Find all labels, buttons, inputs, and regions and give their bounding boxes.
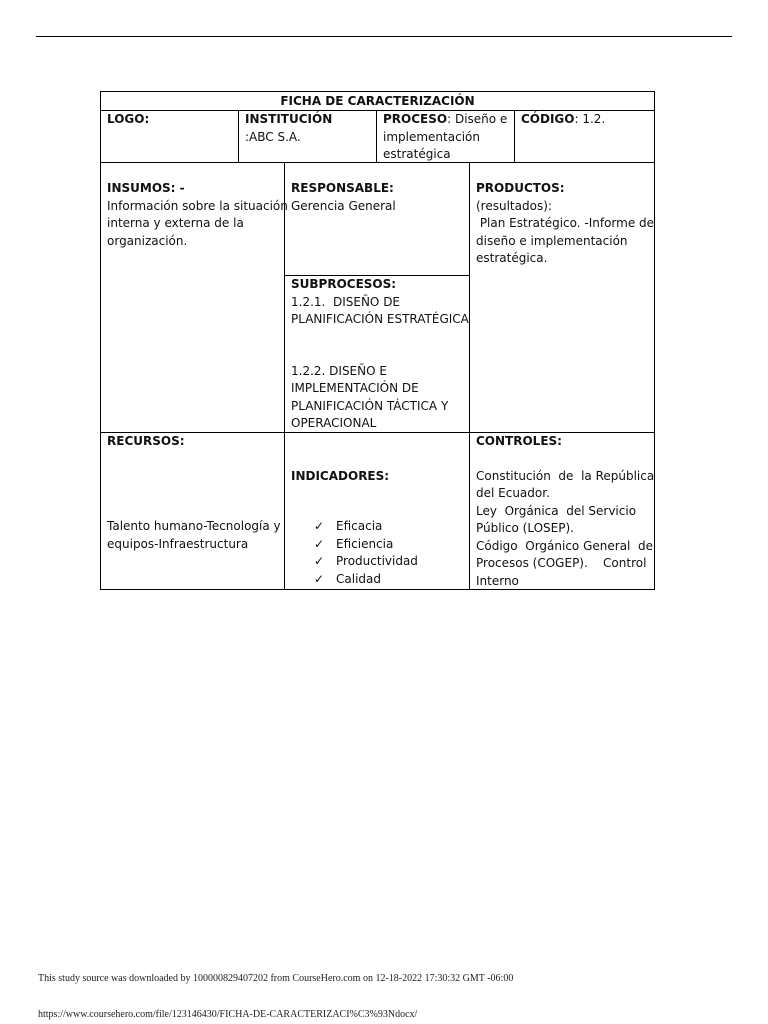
institucion-value: :ABC S.A. xyxy=(245,129,301,144)
indicator-label: Calidad xyxy=(336,571,381,586)
subproceso-2-line: 1.2.2. DISEÑO E xyxy=(291,363,387,378)
indicator-label: Eficiencia xyxy=(336,536,394,551)
controles-line: Público (LOSEP). xyxy=(476,521,574,535)
productos-cell xyxy=(476,180,655,268)
insumos-cell xyxy=(107,180,288,250)
institucion-label: INSTITUCIÓN xyxy=(245,112,333,126)
indicadores-list xyxy=(314,518,464,588)
insumos-line: organización. xyxy=(107,233,188,248)
controles-line: del Ecuador. xyxy=(476,486,550,500)
indicator-item xyxy=(314,518,464,536)
recursos-label: RECURSOS: xyxy=(107,434,185,448)
controles-cell xyxy=(476,433,655,590)
subproceso-2-line: OPERACIONAL xyxy=(291,416,377,430)
indicadores-label: INDICADORES: xyxy=(291,469,390,483)
indicator-label: Eficacia xyxy=(336,519,383,533)
recursos-line: Talento humano-Tecnología y xyxy=(107,519,281,533)
check-icon: ✓ xyxy=(314,571,325,586)
productos-line: estratégica. xyxy=(476,251,548,265)
check-icon: ✓ xyxy=(314,554,325,568)
subproceso-2-line: IMPLEMENTACIÓN DE xyxy=(291,381,419,395)
proceso-value-3: estratégica xyxy=(383,147,451,161)
proceso-value-2: implementación xyxy=(383,129,480,144)
proceso-cell xyxy=(383,111,513,164)
indicator-label: Productividad xyxy=(336,554,418,568)
controles-line: Procesos (COGEP). Control xyxy=(476,556,647,570)
controles-line: Constitución de la República xyxy=(476,468,655,483)
insumos-line: Información sobre la situación xyxy=(107,198,288,213)
subproceso-2-line: PLANIFICACIÓN TÁCTICA Y xyxy=(291,398,449,413)
proceso-value-1: : Diseño e xyxy=(447,112,508,126)
check-icon: ✓ xyxy=(314,519,325,533)
controles-line: Código Orgánico General de xyxy=(476,538,654,553)
controles-line: Interno xyxy=(476,573,519,588)
recursos-line: equipos-Infraestructura xyxy=(107,536,249,551)
insumos-label: INSUMOS: - xyxy=(107,181,185,195)
codigo-label: CÓDIGO xyxy=(521,112,575,126)
table-title: FICHA DE CARACTERIZACIÓN xyxy=(280,94,475,108)
check-icon: ✓ xyxy=(314,536,325,551)
subprocesos-cell xyxy=(291,276,467,433)
indicator-item xyxy=(314,553,464,571)
proceso-label: PROCESO xyxy=(383,112,448,126)
indicator-item xyxy=(314,536,464,554)
responsable-label: RESPONSABLE: xyxy=(291,181,394,195)
indicator-item xyxy=(314,571,464,589)
source-url[interactable]: https://www.coursehero.com/file/123146430/FICHA-DE-CARACTERIZACI%C3%93Ndocx/ xyxy=(38,1009,418,1020)
subproceso-1-line: PLANIFICACIÓN ESTRATÉGICA xyxy=(291,312,469,326)
responsable-cell xyxy=(291,180,467,215)
subprocesos-label: SUBPROCESOS: xyxy=(291,277,397,291)
responsable-value: Gerencia General xyxy=(291,198,396,213)
subproceso-1-line: 1.2.1. DISEÑO DE xyxy=(291,294,401,309)
productos-line: Plan Estratégico. -Informe de xyxy=(476,216,655,230)
insumos-line: interna y externa de la xyxy=(107,216,244,230)
institucion-cell xyxy=(245,111,373,146)
source-footer: This study source was downloaded by 100000829407202 from CourseHero.com on 12-18-2022 17:30:32 GMT -06:00 xyxy=(38,973,514,984)
productos-line: diseño e implementación xyxy=(476,233,628,248)
recursos-values xyxy=(107,518,283,553)
controles-label: CONTROLES: xyxy=(476,434,562,448)
productos-line: (resultados): xyxy=(476,198,552,213)
logo-label: LOGO: xyxy=(107,112,150,126)
productos-label: PRODUCTOS: xyxy=(476,181,565,195)
codigo-cell xyxy=(521,111,605,129)
codigo-value: : 1.2. xyxy=(574,112,606,126)
controles-line: Ley Orgánica del Servicio xyxy=(476,503,637,518)
